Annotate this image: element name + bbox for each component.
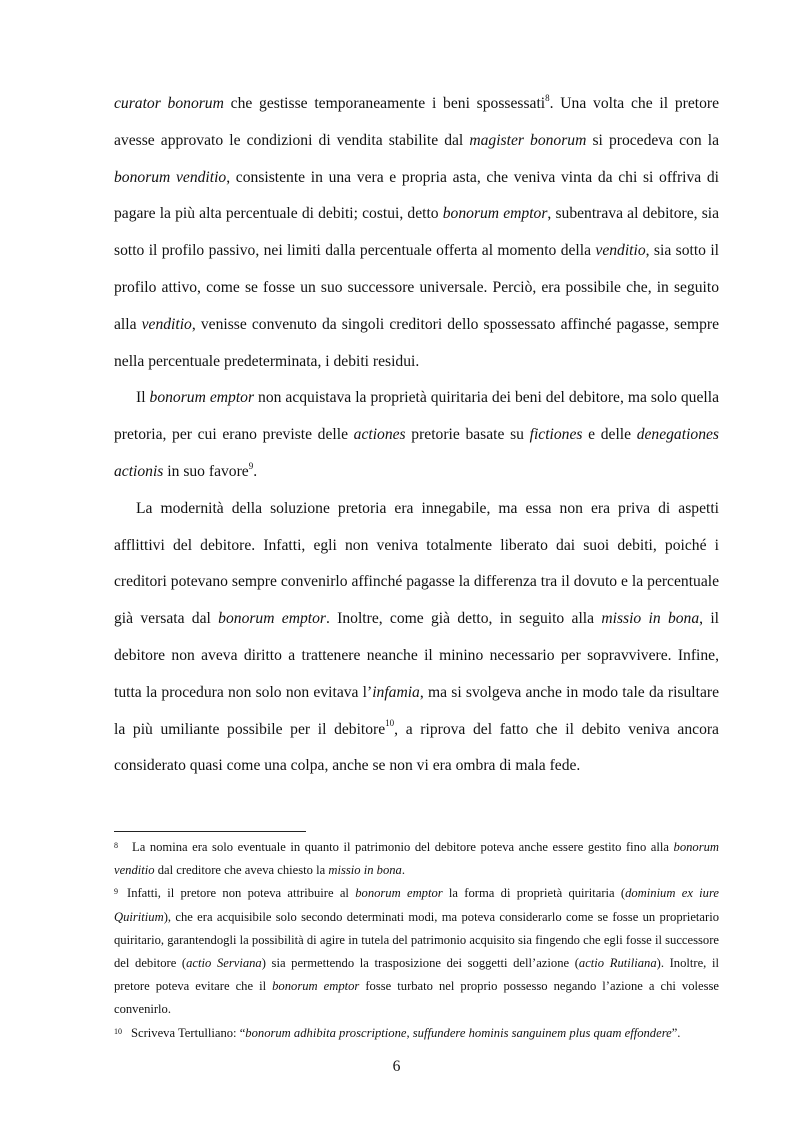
footnotes <box>114 836 719 1045</box>
main-text <box>114 86 719 785</box>
italic-text: bonorum adhibita proscriptione, suffundere hominis sanguinem plus quam effondere <box>245 1025 672 1040</box>
italic-text: actio Serviana <box>186 956 262 971</box>
italic-text: bonorum emptor <box>272 979 360 994</box>
text-run: , a riprova del fatto che il debito veniva ancora considerato quasi come una colpa, anche se non vi era ombra di mala fede. <box>114 720 719 775</box>
italic-text: bonorum venditio <box>114 840 719 878</box>
italic-text: missio in bona <box>601 610 700 628</box>
italic-text: venditio <box>141 315 192 333</box>
footnote-8 <box>114 836 719 882</box>
italic-text: bonorum emptor <box>149 389 255 407</box>
footnote-separator <box>114 831 306 832</box>
footnote-number: 10 <box>114 1026 122 1036</box>
italic-text: bonorum emptor <box>355 886 443 901</box>
text-run: che gestisse temporaneamente i beni spossessati <box>223 95 546 112</box>
footnote-text <box>131 1026 680 1040</box>
italic-text: bonorum venditio <box>114 168 227 186</box>
page-number: 6 <box>392 1058 401 1075</box>
text-run: , subentrava al debitore, sia sotto il profilo passivo, nei limiti dalla percentuale offerta al momento della <box>114 205 720 260</box>
italic-text: missio in bona <box>328 863 402 878</box>
text-run: , il debitore non aveva diritto a trattenere neanche il minino necessario per sopravvivere. Infine, tutta la procedura non solo non evitava l’ <box>114 610 720 701</box>
text-run: Scriveva Tertulliano: “ <box>131 1025 246 1040</box>
text-run: , consistente in una vera e propria asta, che veniva vinta da chi si offriva di pagare la più alta percentuale di debiti; costui, detto <box>114 168 719 223</box>
text-run: si procedeva con la <box>586 131 719 149</box>
text-run: . Una volta che il pretore avesse approvato le condizioni di vendita stabilite dal <box>114 95 720 149</box>
footnote-number: 9 <box>114 887 118 897</box>
text-run: ) sia permettendo la trasposizione dei soggetti dell’azione ( <box>261 956 579 971</box>
footnote-number: 8 <box>114 841 118 850</box>
paragraph-1 <box>114 86 719 380</box>
italic-text: bonorum emptor <box>218 610 326 628</box>
text-run: non acquistava la proprietà quiritaria dei beni del debitore, ma solo quella pretoria, per cui erano previste delle <box>114 389 719 444</box>
footnote-ref: 8 <box>545 92 550 103</box>
text-run: . Inoltre, come già detto, in seguito alla <box>325 610 602 628</box>
text-run: ), che era acquisibile solo secondo determinati modi, ma poteva considerarlo come se fosse un proprietario quiritario, garantendogli la possibilità di agire in tutela del patrimonio acquisito sia fingendo che egli fosse il successore del debitore ( <box>114 909 719 971</box>
italic-text: dominium ex iure Quiritium <box>114 886 720 924</box>
text-run: ”. <box>671 1025 681 1040</box>
italic-text: actio Rutiliana <box>578 956 657 971</box>
footnote-9 <box>114 882 719 1021</box>
text-run: e delle <box>582 426 637 444</box>
footnote-ref: 9 <box>248 460 254 471</box>
text-run: la forma di proprietà quiritaria ( <box>442 886 626 901</box>
paragraph-3 <box>114 491 719 785</box>
footnote-text <box>114 840 719 877</box>
italic-text: bonorum emptor <box>442 205 548 223</box>
italic-text: denegationes actionis <box>114 426 719 480</box>
text-run: pretorie basate su <box>405 426 530 444</box>
text-run: , venisse convenuto da singoli creditori dello spossessato affinché pagasse, sempre nella percentuale predeterminata, i debiti residui. <box>114 315 720 370</box>
italic-text: curator bonorum <box>114 95 224 112</box>
text-run: La nomina era solo eventuale in quanto il patrimonio del debitore poteva anche essere gestito fino alla <box>132 840 674 854</box>
text-run: fosse turbato nel proprio possesso negando l’azione a chi volesse convenirlo. <box>114 979 720 1017</box>
text-run: Infatti, il pretore non poteva attribuire al <box>127 886 356 901</box>
italic-text: actiones <box>353 426 406 444</box>
paragraph-2 <box>114 380 719 490</box>
text-run: , ma si svolgeva anche in modo tale da risultare la più umiliante possibile per il debitore <box>114 683 719 738</box>
text-run: . <box>253 462 258 480</box>
footnote-text <box>114 886 719 1016</box>
italic-text: fictiones <box>529 426 583 444</box>
text-run: dal creditore che aveva chiesto la <box>154 863 329 878</box>
footnote-ref: 10 <box>385 718 395 729</box>
text-run: , sia sotto il profilo attivo, come se fosse un suo successore universale. Perciò, era possibile che, in seguito alla <box>114 242 719 333</box>
text-run: ). Inoltre, il pretore poteva evitare che il <box>114 956 719 994</box>
italic-text: magister bonorum <box>469 131 587 149</box>
text-run: La modernità della soluzione pretoria era innegabile, ma essa non era priva di aspetti afflittivi del debitore. Infatti, egli non veniva totalmente liberato dai suoi debiti, poiché i creditori potevano sempre convenirlo affinché pagasse la differenza tra il dovuto e la percentuale già versata dal <box>114 499 719 628</box>
italic-text: infamia <box>372 683 420 701</box>
footnote-10 <box>114 1022 719 1045</box>
text-run: in suo favore <box>163 462 249 480</box>
text-run: . <box>401 863 405 878</box>
italic-text: venditio <box>595 242 646 260</box>
text-run: Il <box>136 389 150 407</box>
